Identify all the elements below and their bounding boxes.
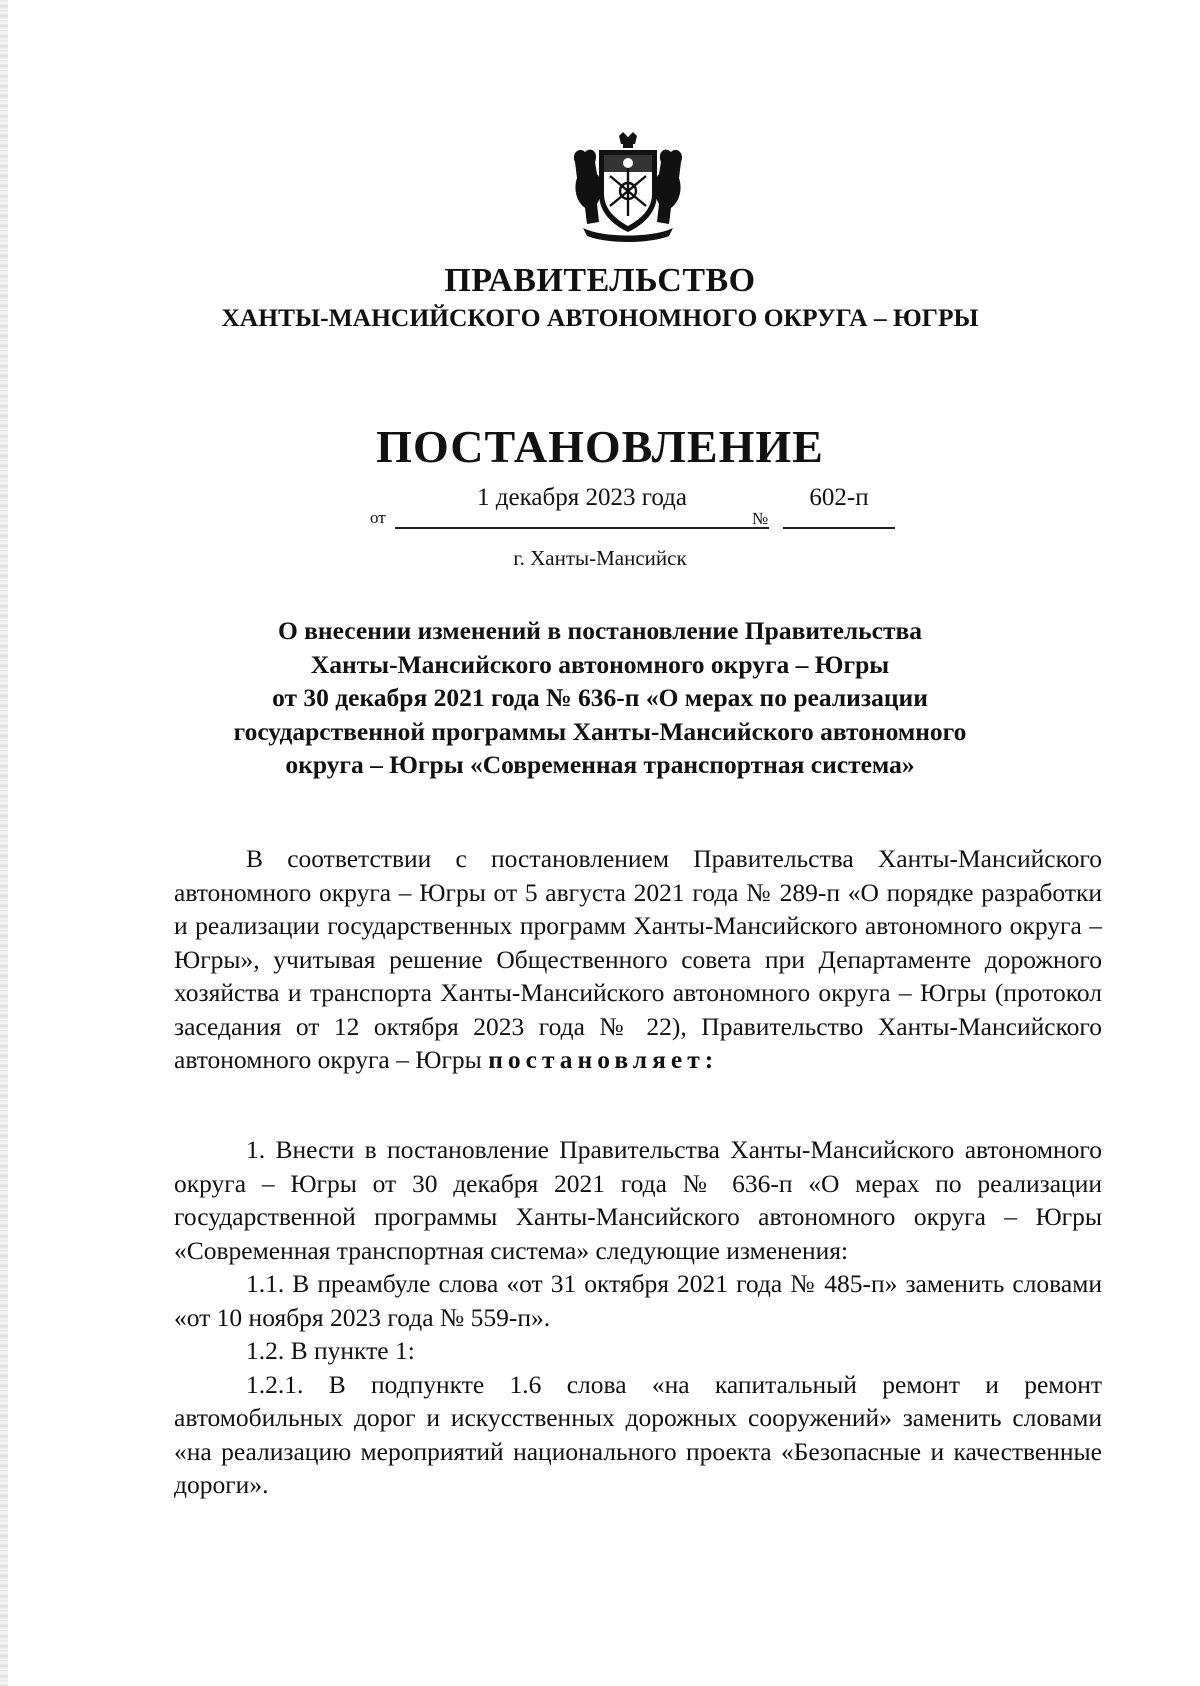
item-1-2: 1.2. В пункте 1: [246, 1336, 415, 1365]
heading-line: от 30 декабря 2021 года № 636-п «О мерах по реализации [272, 683, 928, 712]
document-type: ПОСТАНОВЛЕНИЕ [376, 421, 824, 472]
decree-word: постановляет: [488, 1045, 719, 1074]
document-city: г. Ханты-Мансийск [513, 546, 687, 570]
government-subtitle: ХАНТЫ-МАНСИЙСКОГО АВТОНОМНОГО ОКРУГА – ЮГРЫ [221, 303, 979, 332]
coat-of-arms-icon [569, 132, 687, 244]
number-prefix: № [752, 509, 769, 528]
heading-line: округа – Югры «Современная транспортная система» [285, 750, 915, 779]
preamble-block [174, 842, 1102, 1077]
date-underline [395, 527, 769, 529]
date-prefix: от [370, 508, 386, 527]
date-number-row [0, 484, 1200, 530]
item-1-1: 1.1. В преамбуле слова «от 31 октября 2021 года № 485-п» заменить словами «от 10 ноября 2023 года № 559-п». [174, 1269, 1102, 1332]
preamble-text: В соответствии с постановлением Правительства Ханты-Мансийского автономного округа – Югры от 5 августа 2021 года № 289-п «О порядке разработки и реализации государственных программ Ханты-Мансийского автономного округа – Югры», учитывая решение Общественного совета при Департаменте дорожного хозяйства и транспорта Ханты-Мансийского автономного округа – Югры (протокол заседания от 12 октября 2023 года № 22), Правительство Ханты-Мансийского автономного округа – Югры [174, 844, 1102, 1074]
heading-line: Ханты-Мансийского автономного округа – Югры [310, 649, 890, 679]
number-underline [783, 527, 895, 529]
document-number: 602-п [809, 484, 869, 511]
item-1: 1. Внести в постановление Правительства Ханты-Мансийского автономного округа – Югры от 30 декабря 2021 года № 636-п «О мерах по реализации государственной программы Ханты-Мансийского автономного округа – Югры «Современная транспортная система» следующие изменения: [174, 1135, 1102, 1265]
item-1-2-1: 1.2.1. В подпункте 1.6 слова «на капитальный ремонт и ремонт автомобильных дорог и искусственных дорожных сооружений» заменить словами «на реализацию мероприятий национального проекта «Безопасные и качественные дороги». [174, 1369, 1102, 1499]
heading-line: О внесении изменений в постановление Правительства [277, 616, 923, 645]
heading-line: государственной программы Ханты-Мансийского автономного [233, 716, 967, 746]
scan-edge [0, 0, 8, 1686]
government-title: ПРАВИТЕЛЬСТВО [444, 262, 756, 299]
document-date: 1 декабря 2023 года [477, 484, 687, 511]
document-heading [200, 614, 1000, 782]
preamble-paragraph [174, 842, 1102, 1077]
items-block [174, 1133, 1102, 1502]
